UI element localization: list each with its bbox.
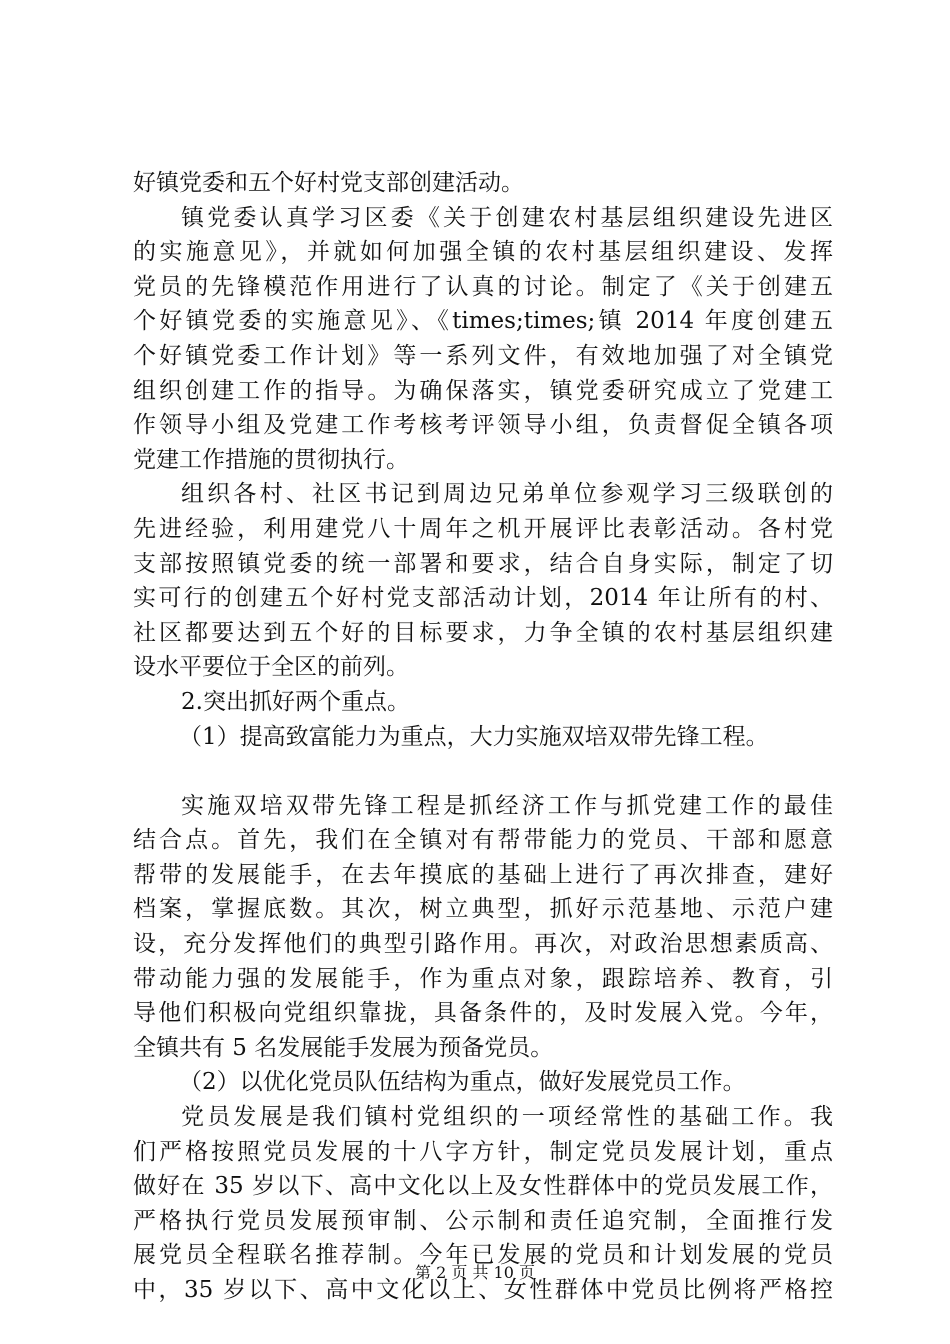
blank-line [133,754,833,789]
page-number: 第 2 页 共 10 页 [415,1263,535,1282]
text-line: 中，35 岁以下、高中文化以上、女性群体中党员比例将严格控 [133,1277,833,1303]
text-line: 党员的先锋模范作用进行了认真的讨论。制定了《关于创建五 [133,273,833,300]
subsection-heading: （2）以优化党员队伍结构为重点，做好发展党员工作。 [179,1069,746,1096]
text-line: 档案，掌握底数。其次，树立典型，抓好示范基地、示范户建 [133,896,833,923]
text-line: 镇党委认真学习区委《关于创建农村基层组织建设先进区 [181,204,833,231]
text-line: 全镇共有 5 名发展能手发展为预备党员。 [133,1034,554,1061]
text-line: 党员发展是我们镇村党组织的一项经常性的基础工作。我 [181,1104,833,1131]
text-line: 好镇党委和五个好村党支部创建活动。 [133,170,524,196]
text-line: 作领导小组及党建工作考核考评领导小组，负责督促全镇各项 [133,412,833,439]
text-line: 社区都要达到五个好的目标要求，力争全镇的农村基层组织建 [133,619,833,646]
text-line: 组织各村、社区书记到周边兄弟单位参观学习三级联创的 [181,481,833,508]
text-line: 设，充分发挥他们的典型引路作用。再次，对政治思想素质高、 [133,931,833,958]
subsection-heading: （1）提高致富能力为重点，大力实施双培双带先锋工程。 [179,723,769,750]
text-line: 展党员全程联名推荐制。今年已发展的党员和计划发展的党员 [133,1242,833,1269]
text-line: 的实施意见》，并就如何加强全镇的农村基层组织建设、发挥 [133,239,833,266]
document-body [133,166,833,1308]
text-line: 组织创建工作的指导。为确保落实，镇党委研究成立了党建工 [133,377,833,404]
text-line: 导他们积极向党组织靠拢，具备条件的，及时发展入党。今年， [133,1000,833,1027]
page-footer [0,1262,950,1284]
text-line: 个好镇党委的实施意见》、《times;times;镇 2014 年度创建五 [133,308,833,335]
text-line: 个好镇党委工作计划》等一系列文件，有效地加强了对全镇党 [133,342,833,369]
section-heading: 2.突出抓好两个重点。 [181,688,410,715]
text-line: 设水平要位于全区的前列。 [133,654,409,681]
text-line: 帮带的发展能手，在去年摸底的基础上进行了再次排查，建好 [133,861,833,888]
text-line: 做好在 35 岁以下、高中文化以上及女性群体中的党员发展工作， [133,1173,833,1200]
text-line: 带动能力强的发展能手，作为重点对象，跟踪培养、教育，引 [133,965,833,992]
text-line: 先进经验，利用建党八十周年之机开展评比表彰活动。各村党 [133,515,833,542]
text-line: 结合点。首先，我们在全镇对有帮带能力的党员、干部和愿意 [133,827,833,854]
text-line: 们严格按照党员发展的十八字方针，制定党员发展计划，重点 [133,1138,833,1165]
text-line: 严格执行党员发展预审制、公示制和责任追究制，全面推行发 [133,1207,833,1234]
text-line: 实施双培双带先锋工程是抓经济工作与抓党建工作的最佳 [181,792,833,819]
text-line: 实可行的创建五个好村党支部活动计划，2014 年让所有的村、 [133,585,833,612]
text-line: 党建工作措施的贯彻执行。 [133,446,409,473]
text-line: 支部按照镇党委的统一部署和要求，结合自身实际，制定了切 [133,550,833,577]
